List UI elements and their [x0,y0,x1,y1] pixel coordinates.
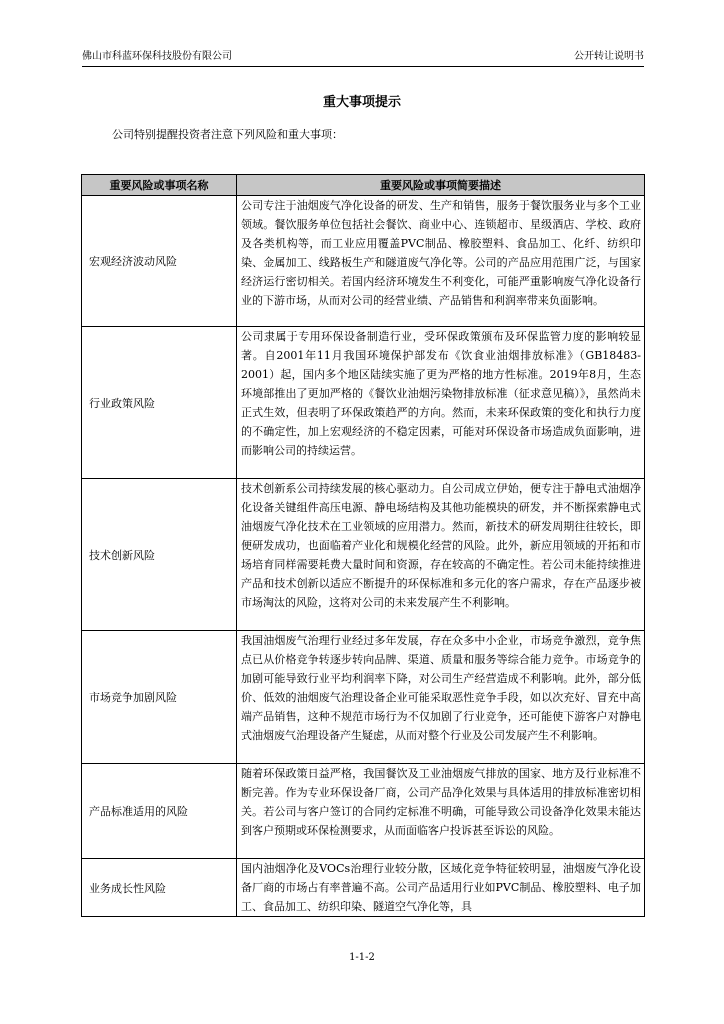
risk-description-cell: 公司隶属于专用环保设备制造行业，受环保政策颁布及环保监管力度的影响较显著。自2001年11月我国环境保护部发布《饮食业油烟排放标准》（GB18483-2001）起，国内多个地区陆续实施了更为严格的地方性标准。2019年8月，生态环境部推出了更加严格的《餐饮业油烟污染物排放标准（征求意见稿）》，虽然尚未正式生效，但表明了环保政策趋严的方向。然而，未来环保政策的变化和执行力度的不确定性，加上宏观经济的不稳定因素，可能对环保设备市场造成负面影响，进而影响公司的持续运营。 [237,327,645,479]
table-row [82,764,645,859]
table-row [82,631,645,764]
risk-description-cell: 我国油烟废气治理行业经过多年发展，存在众多中小企业，市场竞争激烈，竞争焦点已从价格竞争转逐步转向品牌、渠道、质量和服务等综合能力竞争。市场竞争的加剧可能导致行业平均利润率下降，对公司生产经营造成不利影响。此外，部分低价、低效的油烟废气治理设备企业可能采取恶性竞争手段，如以次充好、冒充中高端产品销售，这种不规范市场行为不仅加剧了行业竞争，还可能使下游客户对静电式油烟废气治理设备产生疑虑，从而对整个行业及公司发展产生不利影响。 [237,631,645,764]
table-row [82,196,645,327]
intro-paragraph: 公司特别提醒投资者注意下列风险和重大事项： [112,128,343,141]
header-divider [82,66,644,67]
table-header-row [82,175,645,196]
table-row [82,859,645,917]
risk-name-cell: 行业政策风险 [82,327,237,479]
risk-table [81,174,645,917]
column-header-risk-name: 重要风险或事项名称 [82,175,237,196]
column-header-risk-description: 重要风险或事项简要描述 [237,175,645,196]
page-title: 重大事项提示 [322,95,401,110]
risk-description-text: 国内油烟净化及VOCs治理行业较分散，区域化竞争特征较明显，油烟废气净化设备厂商的市场占有率普遍不高。公司产品适用行业如PVC制品、橡胶塑料、电子加工、食品加工、纺织印染、隧道空气净化等，具 [241,862,641,913]
header-company-name: 佛山市科蓝环保科技股份有限公司 [82,51,232,62]
risk-description-cell [237,859,645,917]
risk-name-cell: 产品标准适用的风险 [82,764,237,859]
table-row [82,479,645,631]
page-number: 1-1-2 [349,952,375,963]
risk-description-cell: 公司专注于油烟废气净化设备的研发、生产和销售，服务于餐饮服务业与多个工业领域。餐饮服务单位包括社会餐饮、商业中心、连锁超市、星级酒店、学校、政府及各类机构等，而工业应用覆盖PVC制品、橡胶塑料、食品加工、化纤、纺织印染、金属加工、线路板生产和隧道废气净化等。公司的产品应用范围广泛，与国家经济运行密切相关。若国内经济环境发生不利变化，可能严重影响废气净化设备行业的下游市场，从而对公司的经营业绩、产品销售和利润率带来负面影响。 [237,196,645,327]
page-header [82,50,644,64]
risk-description-cell: 随着环保政策日益严格，我国餐饮及工业油烟废气排放的国家、地方及行业标准不断完善。作为专业环保设备厂商，公司产品净化效果与具体适用的排放标准密切相关。若公司与客户签订的合同约定标准不明确，可能导致公司设备净化效果未能达到客户预期或环保检测要求，从而面临客户投诉甚至诉讼的风险。 [237,764,645,859]
risk-description-cell: 技术创新系公司持续发展的核心驱动力。自公司成立伊始，便专注于静电式油烟净化设备关键组件高压电源、静电场结构及其他功能模块的研发，并不断探索静电式油烟废气净化技术在工业领域的应用潜力。然而，新技术的研发周期往往较长，即便研发成功，也面临着产业化和规模化经营的风险。此外，新应用领域的开拓和市场培育同样需要耗费大量时间和资源，存在较高的不确定性。若公司未能持续推进产品和技术创新以适应不断提升的环保标准和多元化的客户需求，存在产品逐步被市场淘汰的风险，这将对公司的未来发展产生不利影响。 [237,479,645,631]
table-row [82,327,645,479]
risk-name-cell: 技术创新风险 [82,479,237,631]
risk-name-cell: 宏观经济波动风险 [82,196,237,327]
header-document-type: 公开转让说明书 [574,51,644,62]
risk-name-cell: 市场竞争加剧风险 [82,631,237,764]
risk-name-cell: 业务成长性风险 [82,859,237,917]
